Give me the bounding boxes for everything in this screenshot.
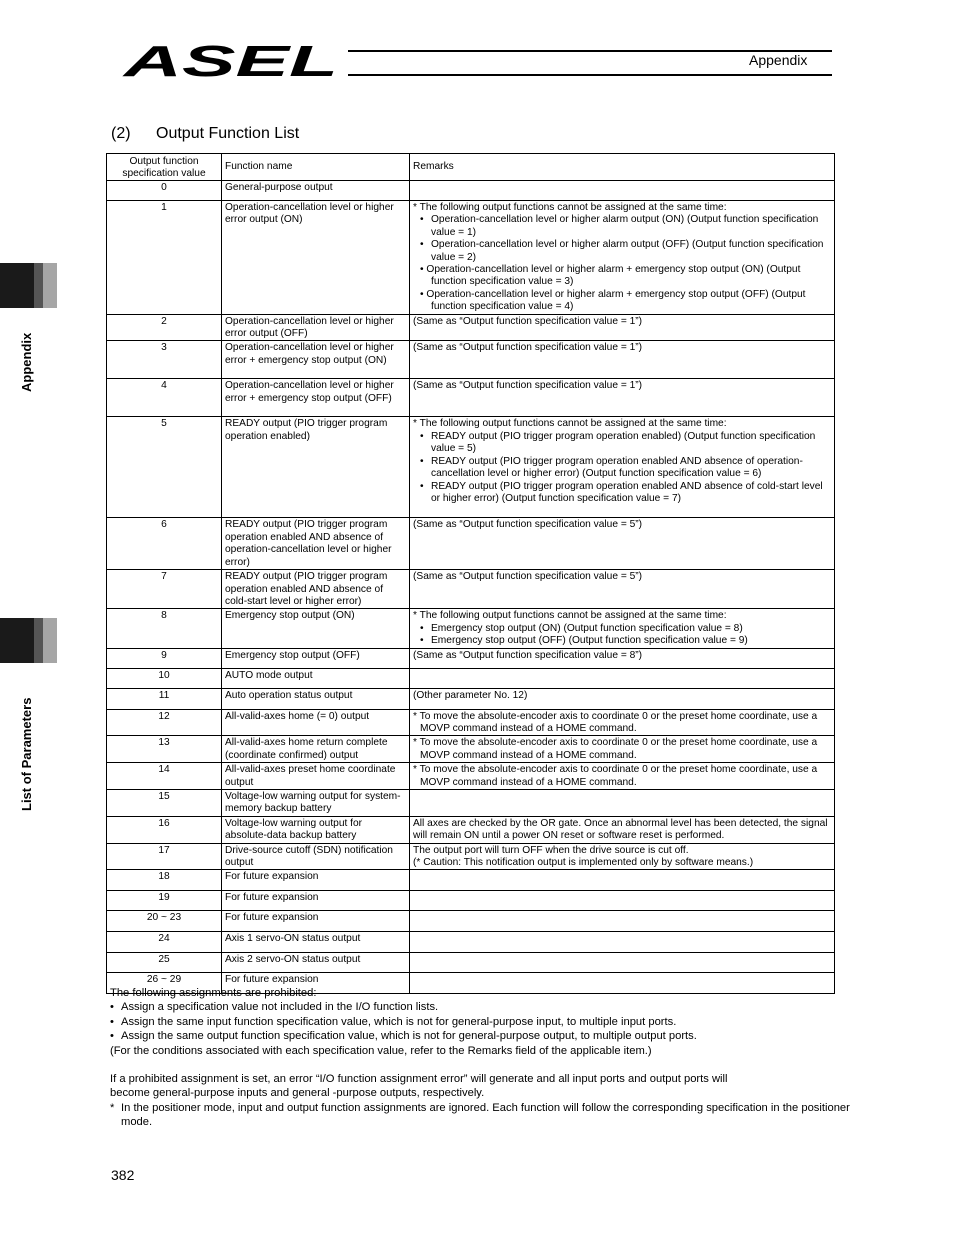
notes-remarks-reference: (For the conditions associated with each specification value, refer to the Remarks field of the applicable item.) [110,1044,652,1057]
spec-value-cell: 11 [107,688,222,709]
remarks-cell [410,843,835,870]
function-name-cell: Axis 2 servo-ON status output [222,953,410,973]
spec-value-cell: 20 ~ 23 [107,911,222,932]
remark-line: • READY output (PIO trigger program operation enabled AND absence of cold-start level or higher error) (Output function specification value = 7) [420,480,823,504]
remark-line: (Same as “Output function specification value = 5”) [413,519,643,531]
spec-value-cell: 15 [107,789,222,816]
section-number: (2) [111,125,131,142]
spec-value-cell: 17 [107,843,222,870]
notes-bullet: • Assign the same input function specification value, which is not for general-purpose input, to multiple input ports. [110,1015,677,1028]
function-name-cell: For future expansion [222,870,410,891]
table-row [107,201,835,315]
table-row [107,570,835,609]
remarks-cell [410,891,835,911]
function-name-cell: For future expansion [222,911,410,932]
spec-value-cell: 10 [107,668,222,688]
function-name-cell: Emergency stop output (OFF) [222,648,410,668]
remarks-cell [410,417,835,518]
function-name-cell: Axis 1 servo-ON status output [222,932,410,953]
remark-line: (Same as “Output function specification value = 1”) [413,315,643,327]
prohibited-assignments-notes [110,986,850,1130]
output-function-table [106,153,835,994]
remark-line: • Operation-cancellation level or higher alarm + emergency stop output (ON) (Output function specification value = 3) [420,264,801,288]
spec-value-cell: 8 [107,609,222,648]
table-row [107,379,835,417]
spec-value-cell: 2 [107,314,222,341]
header-function-name: Function name [222,154,410,181]
function-name-cell: READY output (PIO trigger program operation enabled) [222,417,410,518]
remarks-cell [410,648,835,668]
remark-line: * The following output functions cannot be assigned at the same time: [413,418,727,430]
table-row [107,891,835,911]
function-name-cell: For future expansion [222,891,410,911]
function-name-cell: READY output (PIO trigger program operation enabled AND absence of operation-cancellation level or higher error) [222,518,410,570]
notes-positioner-mode: * In the positioner mode, input and output function assignments are ignored. Each function will follow the corresponding specification in the positioner mode. [110,1101,850,1129]
remark-line: * The following output functions cannot be assigned at the same time: [413,202,727,213]
remark-line: • Emergency stop output (OFF) (Output function specification value = 9) [420,635,748,647]
remarks-cell [410,816,835,843]
remark-line: All axes are checked by the OR gate. Once an abnormal level has been detected, the signal will remain ON until a power ON reset or software reset is performed. [413,817,828,842]
notes-intro: The following assignments are prohibited: [110,987,317,999]
remark-line: (Same as “Output function specification value = 5”) [413,571,643,583]
remarks-cell [410,763,835,790]
table-row [107,736,835,763]
header-remarks: Remarks [410,154,835,181]
remarks-cell [410,953,835,973]
function-name-cell: AUTO mode output [222,668,410,688]
function-name-cell: General-purpose output [222,181,410,201]
spec-value-cell: 26 ~ 29 [107,973,222,994]
table-row [107,953,835,973]
table-row [107,816,835,843]
remark-line: (Other parameter No. 12) [413,689,528,701]
table-row [107,763,835,790]
spec-value-cell: 1 [107,201,222,315]
spec-value-cell: 9 [107,648,222,668]
function-name-cell: Operation-cancellation level or higher error output (OFF) [222,314,410,341]
function-name-cell: All-valid-axes home (= 0) output [222,709,410,736]
side-tab-marker-parameters [0,618,57,663]
header-spec-value: Output function specification value [107,154,222,181]
remark-line: The output port will turn OFF when the drive source is cut off. [413,844,689,856]
remark-line: * To move the absolute-encoder axis to coordinate 0 or the preset home coordinate, use a MOVP command instead of a HOME command. [413,737,818,761]
remark-line: • Operation-cancellation level or higher alarm output (ON) (Output function specification value = 1) [420,214,819,238]
remarks-cell [410,181,835,201]
svg-text:ASEL: ASEL [122,38,338,80]
table-row [107,609,835,648]
table-row [107,870,835,891]
header-rule-bottom [348,74,832,76]
function-name-cell: All-valid-axes preset home coordinate output [222,763,410,790]
function-name-cell: Operation-cancellation level or higher error output (ON) [222,201,410,315]
table-row [107,932,835,953]
spec-value-cell: 5 [107,417,222,518]
spec-value-cell: 25 [107,953,222,973]
table-row [107,181,835,201]
table-row [107,911,835,932]
function-name-cell: Voltage-low warning output for system-memory backup battery [222,789,410,816]
remarks-cell [410,736,835,763]
spec-value-cell: 7 [107,570,222,609]
table-row [107,709,835,736]
table-row [107,314,835,341]
remark-line: (* Caution: This notification output is implemented only by software means.) [413,857,754,868]
section-title [111,125,299,143]
table-row [107,843,835,870]
spec-value-cell: 13 [107,736,222,763]
function-name-cell: For future expansion [222,973,410,994]
side-tab-appendix: Appendix [19,332,34,392]
side-tab-marker-appendix [0,263,57,308]
spec-value-cell: 18 [107,870,222,891]
remarks-cell [410,379,835,417]
remark-line: * To move the absolute-encoder axis to coordinate 0 or the preset home coordinate, use a MOVP command instead of a HOME command. [413,764,818,788]
spec-value-cell: 14 [107,763,222,790]
spec-value-cell: 3 [107,341,222,379]
remark-line: (Same as “Output function specification value = 8”) [413,649,643,661]
remarks-cell [410,201,835,315]
table-header-row [107,154,835,181]
table-row [107,341,835,379]
table-row [107,668,835,688]
table-row [107,789,835,816]
remark-line: • Operation-cancellation level or higher alarm + emergency stop output (OFF) (Output function specification value = 4) [420,288,806,313]
function-name-cell: Auto operation status output [222,688,410,709]
table-row [107,518,835,570]
remarks-cell [410,518,835,570]
function-name-cell: All-valid-axes home return complete (coordinate confirmed) output [222,736,410,763]
notes-error-line-2: become general-purpose inputs and general -purpose outputs, respectively. [110,1087,485,1100]
function-name-cell: READY output (PIO trigger program operation enabled AND absence of cold-start level or higher error) [222,570,410,609]
table-row [107,648,835,668]
side-tab-list-of-parameters: List of Parameters [19,697,34,811]
remarks-cell [410,668,835,688]
remarks-cell [410,688,835,709]
remark-line: • READY output (PIO trigger program operation enabled) (Output function specification value = 5) [420,430,816,455]
remark-line: (Same as “Output function specification value = 1”) [413,342,643,354]
notes-bullet: • Assign the same output function specification value, which is not for general-purpose output, to multiple output ports. [110,1030,697,1043]
remarks-cell [410,314,835,341]
table-row [107,417,835,518]
spec-value-cell: 24 [107,932,222,953]
notes-bullet: • Assign a specification value not included in the I/O function lists. [110,1001,439,1014]
remark-line: * The following output functions cannot be assigned at the same time: [413,610,727,622]
notes-error-line-1: If a prohibited assignment is set, an error “I/O function assignment error” will generate and all input ports and output ports will [110,1073,728,1086]
remark-line: • Emergency stop output (ON) (Output function specification value = 8) [420,622,743,634]
remarks-cell [410,609,835,648]
remarks-cell [410,709,835,736]
spec-value-cell: 0 [107,181,222,201]
remark-line: (Same as “Output function specification value = 1”) [413,380,643,392]
remark-line: * To move the absolute-encoder axis to coordinate 0 or the preset home coordinate, use a MOVP command instead of a HOME command. [413,710,818,734]
spec-value-cell: 4 [107,379,222,417]
spec-value-cell: 12 [107,709,222,736]
remarks-cell [410,932,835,953]
section-title-text: Output Function List [156,125,300,142]
function-name-cell: Emergency stop output (ON) [222,609,410,648]
remark-line: • Operation-cancellation level or higher alarm output (OFF) (Output function specification value = 2) [420,239,824,263]
function-name-cell: Drive-source cutoff (SDN) notification output [222,843,410,870]
remarks-cell [410,789,835,816]
asel-logo [122,38,344,80]
remarks-cell [410,341,835,379]
function-name-cell: Operation-cancellation level or higher error + emergency stop output (ON) [222,341,410,379]
remarks-cell [410,911,835,932]
spec-value-cell: 16 [107,816,222,843]
remarks-cell [410,570,835,609]
table-row [107,688,835,709]
page-number: 382 [111,1167,135,1183]
function-name-cell: Operation-cancellation level or higher error + emergency stop output (OFF) [222,379,410,417]
remark-line: • READY output (PIO trigger program operation enabled AND absence of operation-cancellation level or higher error) (Output function specification value = 6) [420,455,803,480]
function-name-cell: Voltage-low warning output for absolute-data backup battery [222,816,410,843]
spec-value-cell: 6 [107,518,222,570]
remarks-cell [410,870,835,891]
spec-value-cell: 19 [107,891,222,911]
header-section-label: Appendix [749,52,808,68]
